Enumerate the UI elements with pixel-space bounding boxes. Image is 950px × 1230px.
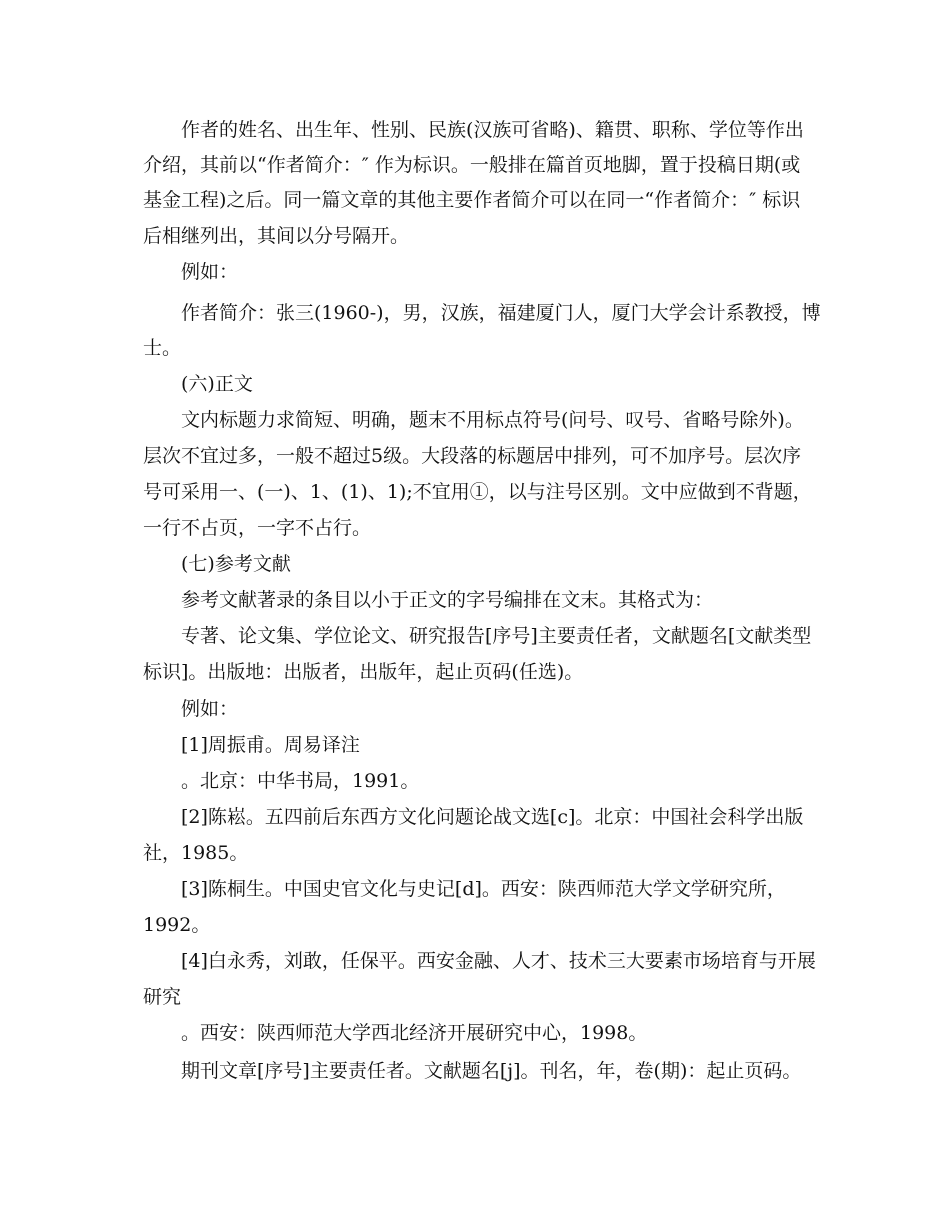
paragraph-body-rules-line: 一行不占页，一字不占行。	[143, 517, 372, 539]
reference-entry-line: 1992。	[143, 914, 211, 936]
paragraph-author-info-line: 介绍，其前以“作者简介：″ 作为标识。一般排在篇首页地脚，置于投稿日期(或	[143, 154, 801, 176]
paragraph-author-info-line: 后相继列出，其间以分号隔开。	[143, 225, 410, 247]
author-example-line: 作者简介：张三(1960-)，男，汉族，福建厦门人，厦门大学会计系教授，博	[181, 302, 821, 324]
paragraph-body-rules-line: 文内标题力求简短、明确，题末不用标点符号(问号、叹号、省略号除外)。	[181, 409, 804, 431]
reference-entry-line: [1]周振甫。周易译注	[181, 734, 360, 756]
paragraph-author-info-line: 作者的姓名、出生年、性别、民族(汉族可省略)、籍贯、职称、学位等作出	[181, 119, 804, 141]
reference-entry-line: 社，1985。	[143, 842, 249, 864]
paragraph-references-intro: 参考文献著录的条目以小于正文的字号编排在文末。其格式为：	[181, 589, 714, 611]
example-label: 例如：	[181, 261, 239, 283]
paragraph-author-info-line: 基金工程)之后。同一篇文章的其他主要作者简介可以在同一“作者简介：″ 标识	[143, 189, 801, 211]
paragraph-monograph-format-line: 专著、论文集、学位论文、研究报告[序号]主要责任者，文献题名[文献类型	[181, 625, 812, 647]
section-heading-body: (六)正文	[181, 373, 253, 395]
paragraph-body-rules-line: 号可采用一、(一)、1、(1)、1);不宜用①，以与注号区别。文中应做到不背题，	[143, 481, 812, 503]
example-label: 例如：	[181, 698, 239, 720]
reference-entry-line: [4]白永秀，刘敢，任保平。西安金融、人才、技术三大要素市场培育与开展	[181, 950, 816, 972]
reference-entry-line: 研究	[143, 986, 182, 1008]
reference-entry-line: [3]陈桐生。中国史官文化与史记[d]。西安：陕西师范大学文学研究所，	[181, 878, 786, 900]
paragraph-monograph-format-line: 标识]。出版地：出版者，出版年，起止页码(任选)。	[143, 661, 584, 683]
author-example-line: 士。	[143, 337, 182, 359]
reference-entry-line: 。西安：陕西师范大学西北经济开展研究中心，1998。	[181, 1022, 648, 1044]
reference-entry-line: 。北京：中华书局，1991。	[181, 770, 420, 792]
section-heading-references: (七)参考文献	[181, 553, 291, 575]
paragraph-journal-format: 期刊文章[序号]主要责任者。文献题名[j]。刊名，年，卷(期)：起止页码。	[181, 1060, 802, 1082]
paragraph-body-rules-line: 层次不宜过多，一般不超过5级。大段落的标题居中排列，可不加序号。层次序	[143, 445, 802, 467]
reference-entry-line: [2]陈崧。五四前后东西方文化问题论战文选[c]。北京：中国社会科学出版	[181, 806, 804, 828]
